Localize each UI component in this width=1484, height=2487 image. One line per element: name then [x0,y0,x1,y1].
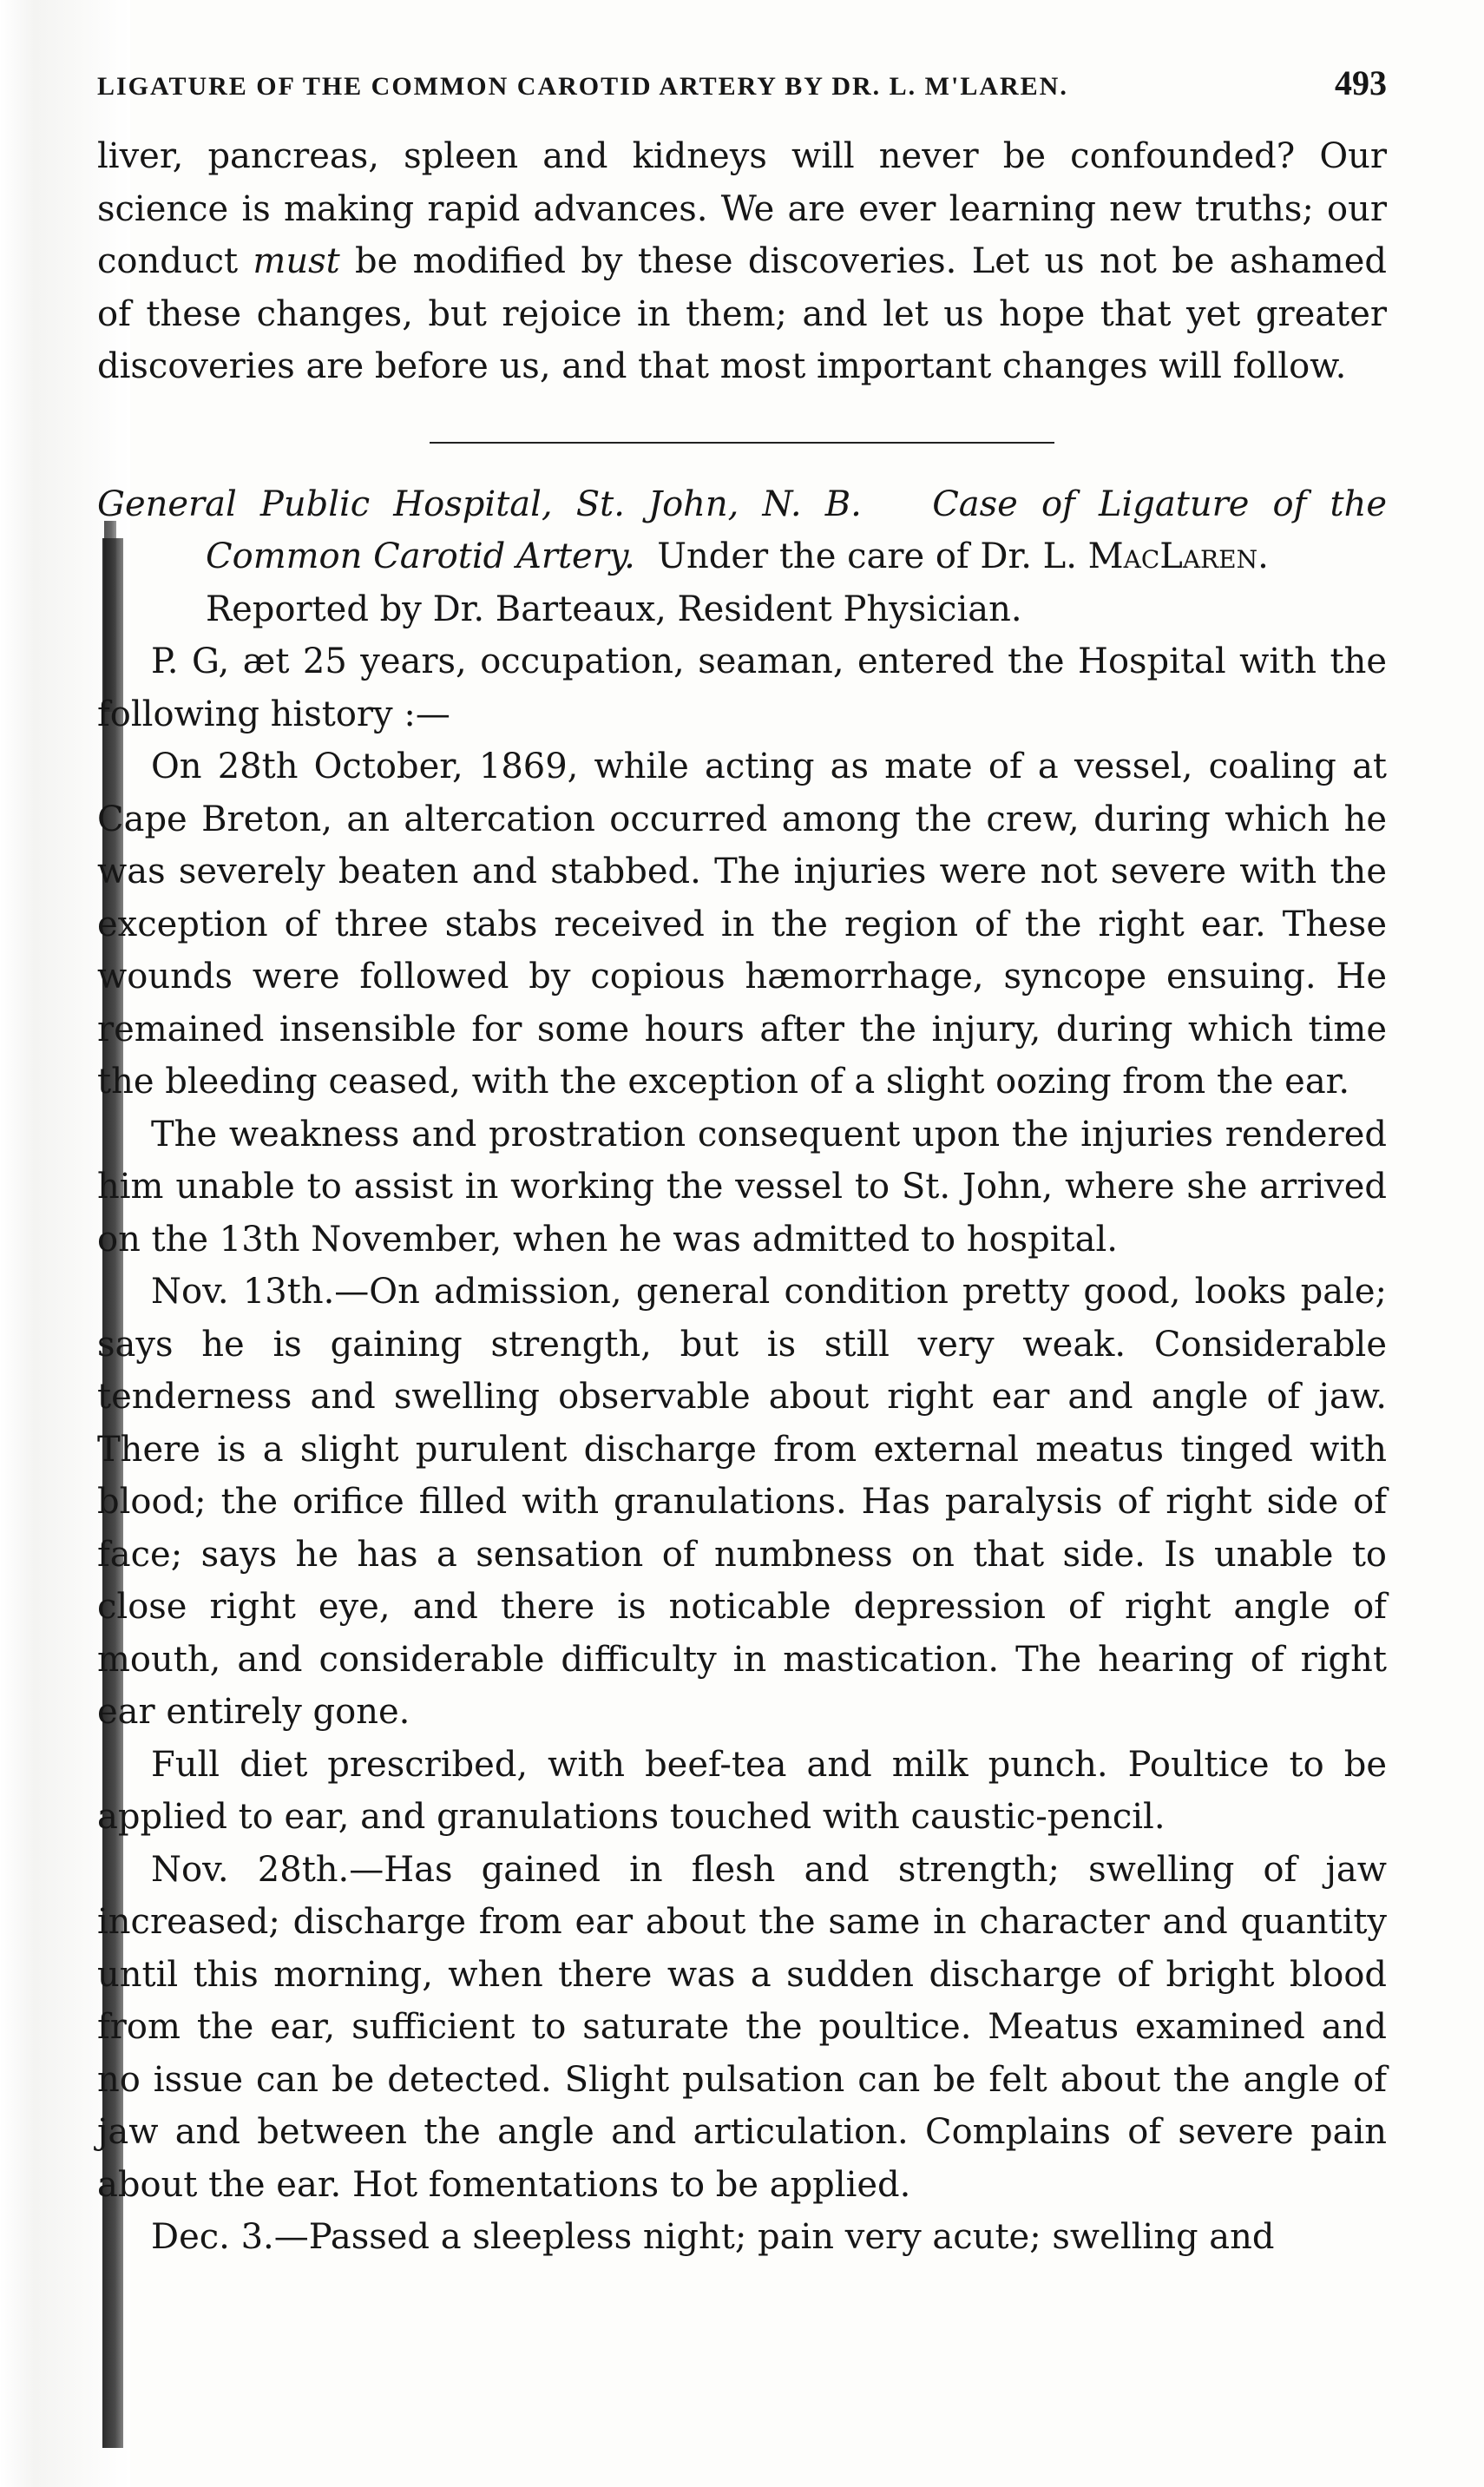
emphasis-text: must [253,241,340,281]
paragraph-weakness: The weakness and prostration consequent upon the injuries rendered him unable to assist in working the vessel to St. John, where she arrived on the 13th November, when he was admitted to hospital. [97,1114,1387,1260]
paragraph-nov-13: Nov. 13th.—On admission, general condition pretty good, looks pale; says he is gaining strength, but is still very weak. Considerable tenderness and swelling observable about right ear and angle of jaw. There is a slight purulent discharge from external meatus tinged with blood; the orifice filled with granulations. Has paralysis of right side of face; says he has a sensation of numbness on that side. Is unable to close right eye, and there is noticable depression of right angle of mouth, and considerable difficulty in mastication. The hearing of right ear entirely gone. [97,1272,1387,1732]
paragraph-text: be modified by these discoveries. Let us not be ashamed of these changes, but rejoice in them; and let us hope that yet greater discoveries are before us, and that most important changes will follow. [97,241,1387,386]
case-title: Case of Ligature of the Common Carotid Artery. [206,484,1388,576]
paragraph-diet: Full diet prescribed, with beef-tea and milk punch. Poultice to be applied to ear, and granulations touched with caustic-pencil. [97,1744,1387,1837]
running-head [97,63,1387,115]
paragraph-nov-28: Nov. 28th.—Has gained in flesh and strength; swelling of jaw increased; discharge from ear about the same in character and quantity until this morning, when there was a sudden discharge of bright blood from the ear, sufficient to saturate the poultice. Meatus examined and no issue can be detected. Slight pulsation can be felt about the angle of jaw and between the angle and articulation. Complains of severe pain about the ear. Hot fomentations to be applied. [97,1849,1387,2205]
paragraph-patient-intro: P. G, æt 25 years, occupation, seaman, entered the Hospital with the following history :— [97,641,1387,734]
case-heading [97,478,1387,636]
text-column [97,63,1387,2264]
page-number: 493 [1335,63,1387,102]
surgeon-name: MacLaren. [1087,536,1269,576]
paragraph-history: On 28th October, 1869, while acting as mate of a vessel, coaling at Cape Breton, an altercation occurred among the crew, during which he was severely beaten and stabbed. The injuries were not severe with the exception of three stabs received in the region of the right ear. These wounds were followed by copious hæmorrhage, syncope ensuing. He remained insensible for some hours after the injury, during which time the bleeding ceased, with the exception of a slight oozing from the ear. [97,747,1387,1102]
case-reporter: Reported by Dr. Barteaux, Resident Physician. [206,589,1022,629]
paragraph-continuation [97,130,1387,393]
hospital-name: General Public Hospital, St. John, N. B. [97,484,862,524]
case-attending: Under the care of Dr. L. [657,536,1088,576]
paragraph-text: liver, pancreas, spleen and kidneys will never be confounded? Our science is making rapid advances. We are ever learning new truths; our conduct [97,136,1387,281]
running-head-title: LIGATURE OF THE COMMON CAROTID ARTERY BY DR. L. M'LAREN. [97,72,1068,101]
section-divider [430,442,1054,444]
paragraph-dec-3: Dec. 3.—Passed a sleepless night; pain very acute; swelling and [151,2217,1275,2257]
